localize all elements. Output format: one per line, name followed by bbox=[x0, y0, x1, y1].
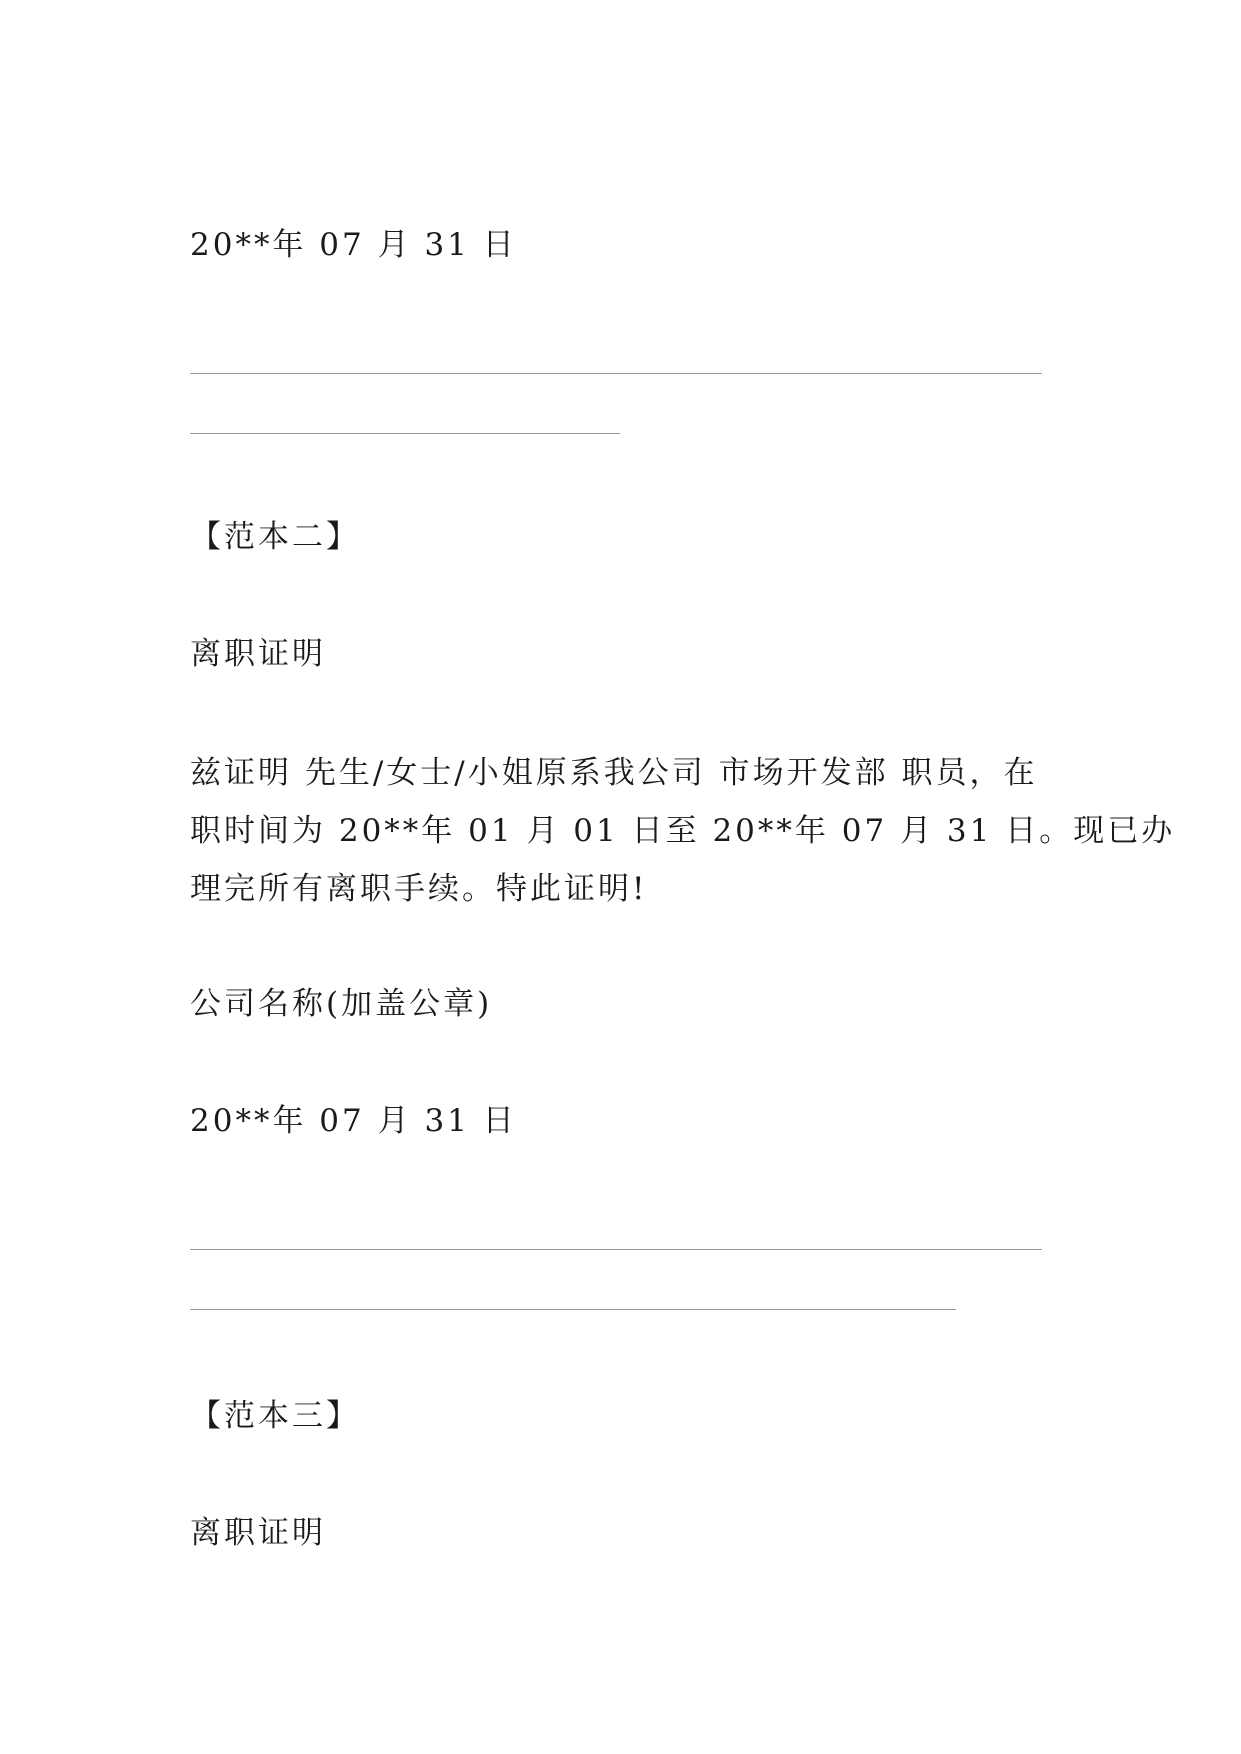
separator-line bbox=[190, 1309, 956, 1310]
date-top: 20**年 07 月 31 日 bbox=[190, 227, 517, 263]
body-line: 职时间为 20**年 01 月 01 日至 20**年 07 月 31 日。现已办 bbox=[190, 813, 1176, 849]
issue-date: 20**年 07 月 31 日 bbox=[190, 1103, 517, 1139]
separator-line bbox=[190, 373, 1042, 374]
body-line: 兹证明 先生/女士/小姐原系我公司 市场开发部 职员，在 bbox=[190, 755, 1038, 791]
sample-heading: 【范本三】 bbox=[190, 1398, 360, 1434]
certificate-body bbox=[190, 744, 1176, 918]
sample-heading: 【范本二】 bbox=[190, 519, 360, 555]
separator-line bbox=[190, 433, 620, 434]
company-signature: 公司名称(加盖公章) bbox=[190, 986, 493, 1022]
body-line: 理完所有离职手续。特此证明! bbox=[190, 871, 648, 907]
document-title: 离职证明 bbox=[190, 636, 326, 672]
document-title: 离职证明 bbox=[190, 1515, 326, 1551]
separator-line bbox=[190, 1249, 1042, 1250]
